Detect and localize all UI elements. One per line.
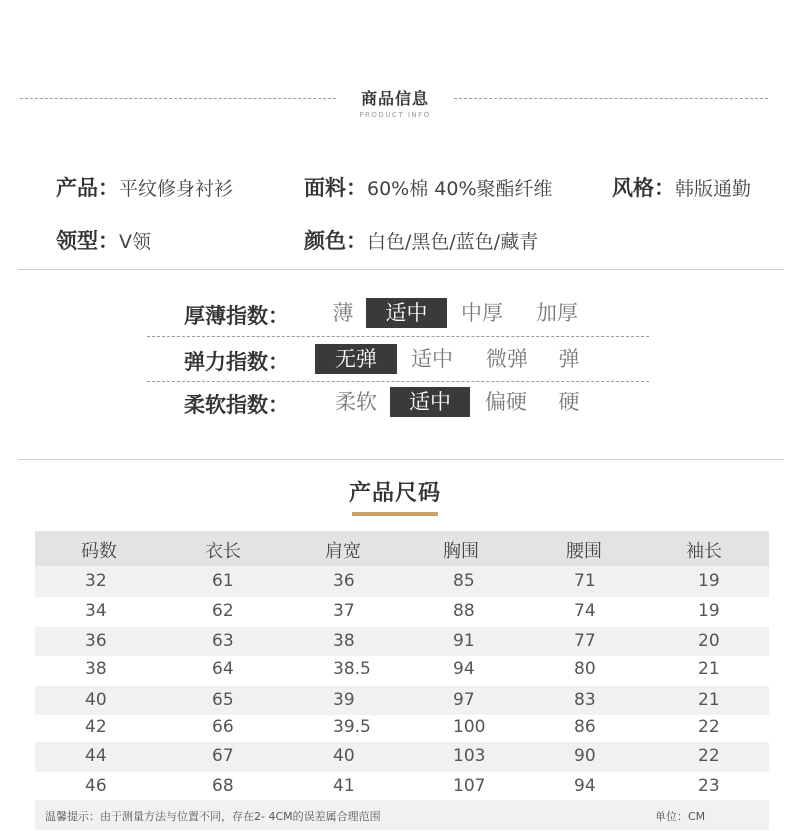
index-option: 硬 (558, 390, 580, 414)
table-row (35, 627, 769, 656)
table-header-cell: 衣长 (205, 541, 241, 562)
index-label: 厚薄指数： (184, 304, 289, 328)
attr-fabric-value: 60%棉 40%聚酯纤维 (367, 178, 553, 200)
table-cell: 38 (333, 631, 355, 651)
index-row-thickness (0, 300, 790, 332)
table-cell: 65 (212, 690, 234, 710)
table-cell: 83 (574, 690, 596, 710)
table-row (35, 742, 769, 772)
index-label: 弹力指数： (184, 350, 289, 374)
table-cell: 80 (574, 659, 596, 679)
table-cell: 85 (453, 571, 475, 591)
index-option: 偏硬 (485, 390, 527, 414)
attr-collar (56, 225, 151, 255)
table-header-cell: 腰围 (566, 541, 602, 562)
table-cell: 64 (212, 659, 234, 679)
table-cell: 19 (698, 601, 720, 621)
index-option-selected: 适中 (390, 387, 470, 417)
table-cell: 42 (85, 717, 107, 737)
table-cell: 91 (453, 631, 475, 651)
attr-color-label: 颜色： (304, 229, 367, 253)
table-cell: 39 (333, 690, 355, 710)
attr-color-value: 白色/黑色/蓝色/藏青 (367, 231, 539, 253)
attr-product-value: 平纹修身衬衫 (119, 178, 234, 200)
info-section-title: 商品信息 (360, 89, 429, 108)
table-cell: 38 (85, 659, 107, 679)
attr-style (612, 172, 751, 202)
table-cell: 21 (698, 659, 720, 679)
table-row (35, 597, 769, 627)
table-cell: 36 (333, 571, 355, 591)
attr-product-label: 产品： (56, 176, 119, 200)
index-option: 加厚 (536, 301, 578, 325)
index-option: 弹 (558, 347, 580, 371)
section-divider (18, 269, 784, 270)
table-row (35, 715, 769, 742)
size-title-underline (352, 512, 438, 516)
table-row (35, 772, 769, 801)
table-cell: 23 (698, 776, 720, 796)
table-cell: 41 (333, 776, 355, 796)
section-divider (18, 459, 784, 460)
table-cell: 74 (574, 601, 596, 621)
table-cell: 34 (85, 601, 107, 621)
attr-style-value: 韩版通勤 (675, 178, 752, 200)
table-cell: 107 (453, 776, 486, 796)
table-cell: 63 (212, 631, 234, 651)
table-cell: 32 (85, 571, 107, 591)
table-cell: 66 (212, 717, 234, 737)
index-row-softness (0, 389, 790, 421)
attr-color (304, 225, 538, 255)
index-option-selected: 适中 (366, 298, 447, 328)
table-cell: 40 (333, 746, 355, 766)
table-cell: 94 (453, 659, 475, 679)
index-option: 中厚 (461, 301, 503, 325)
table-cell: 88 (453, 601, 475, 621)
index-option: 薄 (332, 301, 354, 325)
table-cell: 77 (574, 631, 596, 651)
table-cell: 22 (698, 717, 720, 737)
table-header-cell: 码数 (81, 541, 117, 562)
info-section-header (0, 86, 790, 126)
attr-product (56, 172, 233, 202)
size-table (35, 531, 769, 801)
info-section-subtitle: PRODUCT INFO (359, 111, 431, 119)
table-cell: 20 (698, 631, 720, 651)
index-divider (147, 381, 649, 382)
index-option-selected: 无弹 (315, 344, 397, 374)
table-header-cell: 胸围 (443, 541, 479, 562)
table-cell: 39.5 (333, 717, 371, 737)
table-cell: 46 (85, 776, 107, 796)
index-label: 柔软指数： (184, 393, 289, 417)
table-cell: 40 (85, 690, 107, 710)
table-cell: 19 (698, 571, 720, 591)
unit-label: 单位：CM (655, 810, 706, 823)
index-option: 柔软 (335, 390, 377, 414)
table-cell: 90 (574, 746, 596, 766)
size-section-title: 产品尺码 (348, 481, 441, 506)
table-cell: 100 (453, 717, 486, 737)
table-cell: 61 (212, 571, 234, 591)
index-divider (147, 336, 649, 337)
index-row-elasticity (0, 346, 790, 378)
table-cell: 22 (698, 746, 720, 766)
table-cell: 44 (85, 746, 107, 766)
index-option: 适中 (411, 347, 453, 371)
table-cell: 94 (574, 776, 596, 796)
attr-collar-value: V领 (119, 231, 151, 253)
attr-fabric (304, 172, 553, 202)
table-cell: 97 (453, 690, 475, 710)
table-header-cell: 袖长 (686, 541, 722, 562)
table-cell: 38.5 (333, 659, 371, 679)
table-row (35, 686, 769, 715)
measurement-note: 温馨提示：由于测量方法与位置不同，存在2- 4CM的误差属合理范围 (45, 810, 381, 823)
table-row (35, 656, 769, 686)
attr-style-label: 风格： (612, 176, 675, 200)
attr-fabric-label: 面料： (304, 176, 367, 200)
table-footer (35, 800, 769, 830)
table-header-row (35, 531, 769, 566)
table-cell: 86 (574, 717, 596, 737)
table-cell: 21 (698, 690, 720, 710)
table-cell: 103 (453, 746, 486, 766)
table-row (35, 566, 769, 597)
table-cell: 67 (212, 746, 234, 766)
table-cell: 68 (212, 776, 234, 796)
table-cell: 36 (85, 631, 107, 651)
table-cell: 62 (212, 601, 234, 621)
index-option: 微弹 (486, 347, 528, 371)
table-cell: 37 (333, 601, 355, 621)
table-cell: 71 (574, 571, 596, 591)
table-header-cell: 肩宽 (325, 541, 361, 562)
attr-collar-label: 领型： (56, 229, 119, 253)
